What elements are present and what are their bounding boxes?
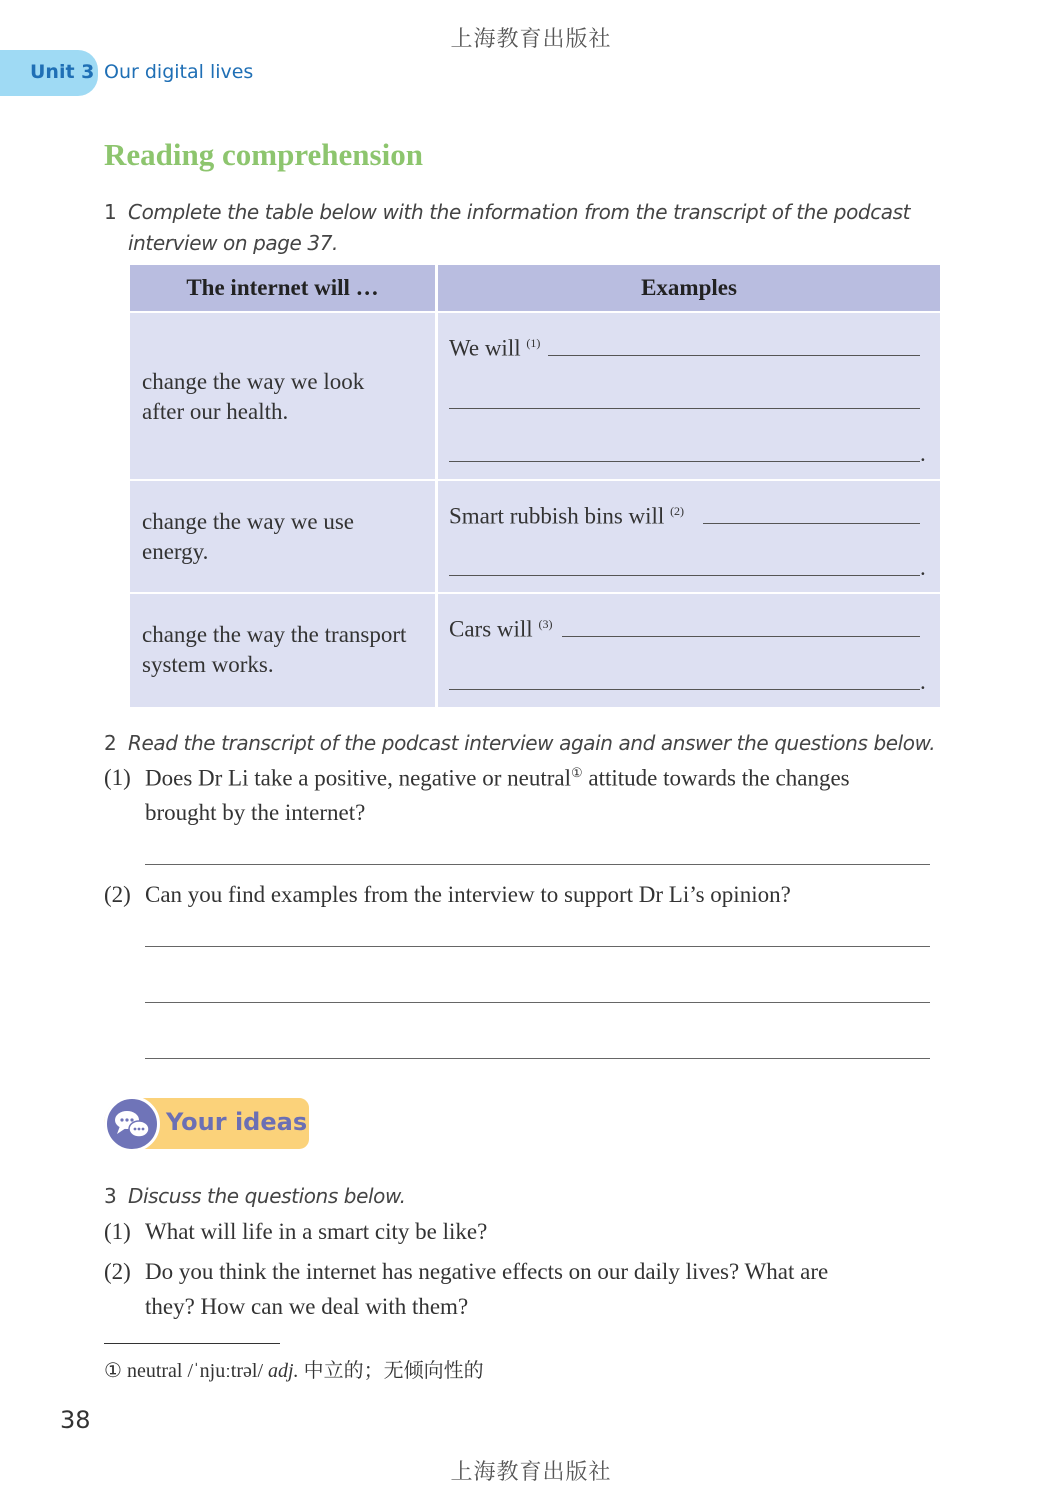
sentence-period: . (920, 555, 926, 580)
answer-blank[interactable] (548, 355, 920, 356)
sentence-period: . (920, 669, 926, 694)
exercise-2-question-1-line2: brought by the internet? (145, 800, 366, 825)
answer-line[interactable] (145, 1002, 930, 1003)
table-divider (435, 265, 438, 707)
question-number: (1) (104, 765, 131, 790)
publisher-header: 上海教育出版社 (450, 26, 612, 51)
answer-blank[interactable] (703, 523, 920, 524)
footnote-phonetic: /ˈnjuːtrəl/ (187, 1360, 264, 1382)
answer-blank[interactable] (449, 461, 920, 462)
footnote-pos: adj. (268, 1360, 299, 1382)
exercise-1-instruction-line1: Complete the table below with the information from the transcript of the podcast (128, 200, 911, 224)
footnote-divider (104, 1343, 280, 1344)
exercise-2-instruction: Read the transcript of the podcast interview again and answer the questions below. (128, 731, 936, 755)
answer-line[interactable] (145, 864, 930, 865)
answer-blank[interactable] (562, 636, 920, 637)
answer-line[interactable] (145, 1058, 930, 1059)
blank-number: (3) (538, 617, 553, 631)
answer-blank[interactable] (449, 408, 920, 409)
example-text: Smart rubbish bins will (449, 503, 665, 529)
exercise-2-question-1-line1 (145, 765, 850, 792)
exercise-3-number: 3 (104, 1184, 117, 1208)
answer-line[interactable] (145, 946, 930, 947)
table-row-2-topic-line1: change the way we use (142, 509, 355, 534)
exercise-1-instruction-line2: interview on page 37. (128, 231, 338, 255)
section-title: Reading comprehension (104, 137, 423, 172)
table-row-2-topic-line2: energy. (142, 539, 209, 564)
table-row-3-example (449, 609, 552, 645)
footnote-meaning: 中立的；无倾向性的 (303, 1360, 484, 1382)
your-ideas-label: Your ideas (166, 1108, 308, 1136)
exercise-3-instruction: Discuss the questions below. (128, 1184, 406, 1208)
table-header-right: Examples (438, 265, 940, 311)
unit-title: Our digital lives (104, 61, 254, 83)
footnote-marker: ① (104, 1360, 122, 1382)
table-row-2-example (449, 496, 684, 532)
table-row-3-topic-line2: system works. (142, 652, 274, 677)
table-row-1-example (449, 328, 540, 364)
speech-bubbles-icon (104, 1096, 160, 1152)
question-number: (2) (104, 1259, 131, 1284)
unit-number: Unit 3 (30, 61, 95, 83)
example-text: We will (449, 335, 521, 361)
blank-number: (1) (526, 336, 541, 350)
footnote-ref: ① (571, 765, 583, 780)
table-divider (130, 479, 940, 481)
table-header-left: The internet will … (130, 265, 435, 311)
table-divider (130, 311, 940, 313)
question-number: (1) (104, 1219, 131, 1244)
exercise-3-question-1: What will life in a smart city be like? (145, 1219, 488, 1244)
exercise-3-question-2-line1: Do you think the internet has negative effects on our daily lives? What are (145, 1259, 829, 1284)
exercise-2-number: 2 (104, 731, 117, 755)
table-row-3-topic-line1: change the way the transport (142, 622, 407, 647)
exercise-3-question-2-line2: they? How can we deal with them? (145, 1294, 469, 1319)
table-divider (130, 592, 940, 594)
blank-number: (2) (670, 504, 685, 518)
table-row-1-topic-line1: change the way we look (142, 369, 365, 394)
question-text: attitude towards the changes (582, 765, 850, 791)
example-text: Cars will (449, 616, 533, 642)
page-number: 38 (60, 1406, 91, 1434)
table-row-1-topic-line2: after our health. (142, 399, 289, 424)
footnote (104, 1354, 484, 1383)
exercise-1-number: 1 (104, 200, 117, 224)
question-text: Does Dr Li take a positive, negative or neutral (145, 765, 571, 791)
publisher-footer: 上海教育出版社 (450, 1459, 612, 1484)
examples-table (130, 265, 940, 707)
footnote-word: neutral (126, 1360, 183, 1382)
question-number: (2) (104, 882, 131, 907)
exercise-2-question-2: Can you find examples from the interview to support Dr Li’s opinion? (145, 882, 791, 907)
answer-blank[interactable] (449, 689, 920, 690)
answer-blank[interactable] (449, 575, 920, 576)
sentence-period: . (920, 441, 926, 466)
